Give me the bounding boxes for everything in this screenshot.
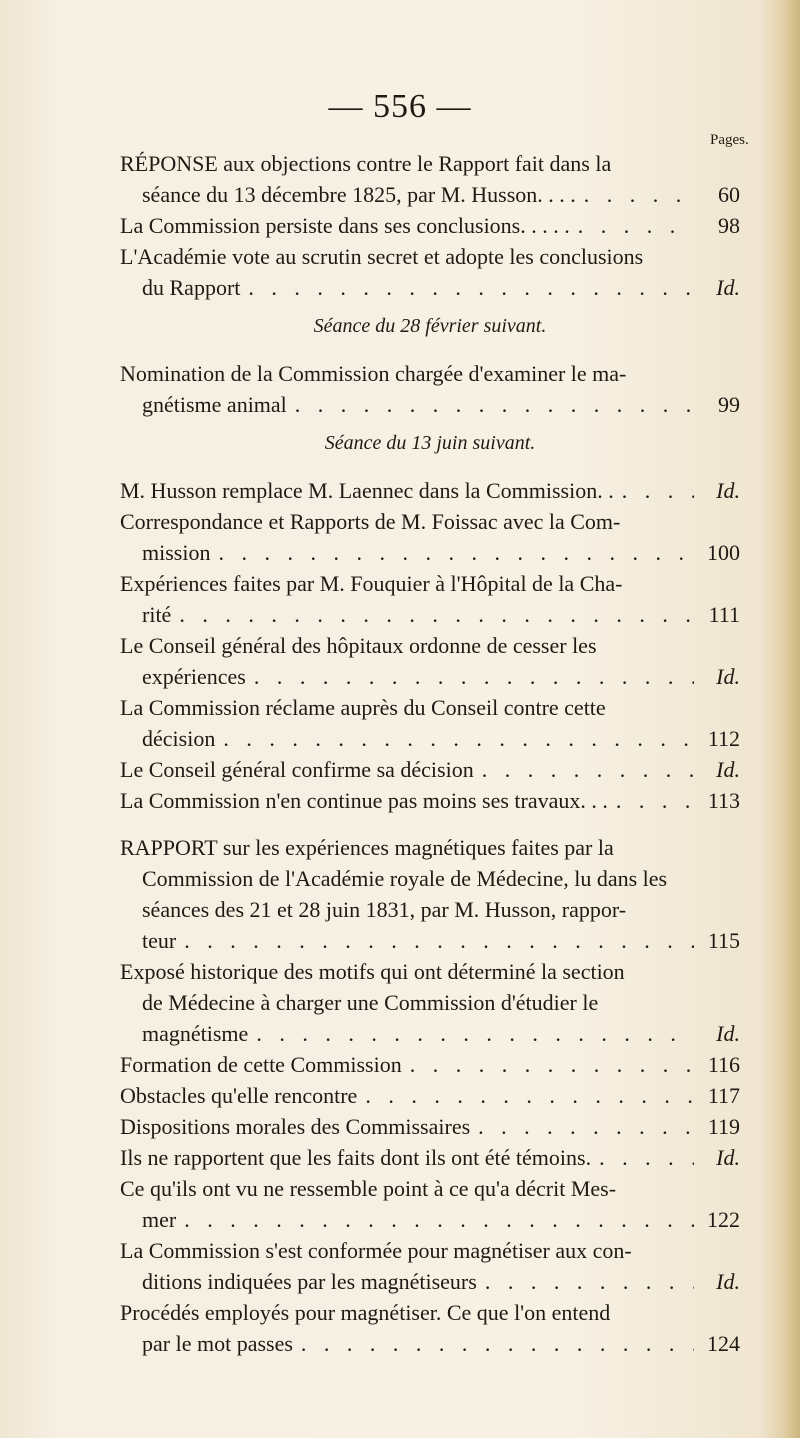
toc-entry: [120, 1235, 740, 1297]
toc-entry-page: 116: [707, 1052, 740, 1077]
leader-dots: [248, 272, 694, 303]
leader-dots: [184, 1204, 694, 1235]
toc-entry: [120, 1173, 740, 1235]
toc-block-4: [120, 832, 740, 1359]
toc-block-1: [120, 148, 740, 303]
leader-dots: [301, 1328, 694, 1359]
leader-dots: [478, 1111, 694, 1142]
leader-dots: [578, 210, 694, 241]
toc-entry-page: 115: [707, 928, 740, 953]
toc-entry-line: Commission de l'Académie royale de Médecine, lu dans les: [142, 866, 668, 891]
toc-entry-text: La Commission persiste dans ses conclusions. . . . .: [120, 213, 570, 238]
toc-entry: [120, 1297, 740, 1359]
toc-entry: [120, 148, 740, 210]
toc-entry-page: 117: [707, 1083, 740, 1108]
pages-column-label: Pages.: [710, 132, 749, 148]
toc-entry-text: séance du 13 décembre 1825, par M. Husson. . . .: [142, 182, 576, 207]
toc-entry: [120, 1111, 740, 1142]
toc-entry-text: gnétisme animal: [142, 392, 287, 417]
toc-entry-page: 113: [707, 788, 740, 813]
toc-entry: [120, 358, 740, 420]
toc-entry-page: Id.: [716, 1021, 740, 1046]
toc-entry-text: mer: [142, 1207, 177, 1232]
leader-dots: [295, 389, 694, 420]
toc-entry-line: Ce qu'ils ont vu ne ressemble point à ce qu'a décrit Mes-: [120, 1176, 617, 1201]
leader-dots: [184, 925, 694, 956]
toc-entry-page: 60: [718, 182, 740, 207]
toc-entry-last-line: [120, 599, 740, 630]
toc-entry-text: par le mot passes: [142, 1331, 293, 1356]
toc-entry-line: Correspondance et Rapports de M. Foissac avec la Com-: [120, 509, 621, 534]
toc-entry: [120, 785, 740, 816]
toc-block-3: [120, 475, 740, 816]
toc-entry-text: décision: [142, 726, 216, 751]
toc-entry-line: de Médecine à charger une Commission d'étudier le: [142, 990, 599, 1015]
leader-dots: [622, 475, 694, 506]
toc-entry: [120, 475, 740, 506]
toc-entry-page: 111: [708, 602, 740, 627]
toc-entry-page: 99: [718, 392, 740, 417]
toc-entry: [120, 956, 740, 1049]
toc-entry-last-line: [120, 785, 740, 816]
toc-entry-last-line: [120, 179, 740, 210]
leader-dots: [256, 1018, 694, 1049]
toc-entry-line: RÉPONSE aux objections contre le Rapport fait dans la: [120, 151, 612, 176]
toc-entry-text: expériences: [142, 664, 246, 689]
toc-entry: [120, 241, 740, 303]
toc-entry-last-line: [120, 1328, 740, 1359]
toc-entry: [120, 630, 740, 692]
toc-entry-last-line: [120, 661, 740, 692]
section-heading-june: Séance du 13 juin suivant.: [324, 432, 536, 454]
toc-entry-line: séances des 21 et 28 juin 1831, par M. Husson, rappor-: [142, 897, 627, 922]
toc-entry: [120, 1142, 740, 1173]
toc-entry-last-line: [120, 537, 740, 568]
toc-entry-line: RAPPORT sur les expériences magnétiques faites par la: [120, 835, 614, 860]
toc-entry: [120, 506, 740, 568]
leader-dots: [599, 1142, 694, 1173]
toc-entry-text: Obstacles qu'elle rencontre: [120, 1083, 358, 1108]
table-of-contents: [120, 148, 740, 1359]
toc-entry-page: Id.: [716, 275, 740, 300]
leader-dots: [365, 1080, 694, 1111]
toc-block-2: [120, 358, 740, 420]
section-heading-february: Séance du 28 février suivant.: [313, 315, 547, 337]
toc-entry-text: Formation de cette Commission: [120, 1052, 402, 1077]
leader-dots: [410, 1049, 694, 1080]
toc-entry-last-line: [120, 210, 740, 241]
toc-entry-page: Id.: [716, 757, 740, 782]
toc-entry-text: Ils ne rapportent que les faits dont ils ont été témoins.: [120, 1145, 592, 1170]
leader-dots: [482, 754, 694, 785]
block-gap: [120, 816, 740, 832]
toc-entry-page: 119: [707, 1114, 740, 1139]
toc-entry-text: Dispositions morales des Commissaires: [120, 1114, 471, 1139]
toc-entry-line: La Commission s'est conformée pour magnétiser aux con-: [120, 1238, 632, 1263]
toc-entry-last-line: [120, 1142, 740, 1173]
toc-entry-last-line: [120, 1111, 740, 1142]
leader-dots: [254, 661, 694, 692]
toc-entry-last-line: [120, 1266, 740, 1297]
toc-entry-last-line: [120, 475, 740, 506]
toc-entry-page: 122: [707, 1207, 740, 1232]
toc-entry-text: La Commission n'en continue pas moins ses travaux. . .: [120, 788, 608, 813]
toc-entry-last-line: [120, 925, 740, 956]
toc-entry: [120, 1049, 740, 1080]
toc-entry-page: 100: [707, 540, 740, 565]
toc-entry-text: magnétisme: [142, 1021, 249, 1046]
toc-entry-last-line: [120, 1018, 740, 1049]
page-edge-stain: [760, 0, 800, 1438]
leader-dots: [218, 537, 694, 568]
leader-dots: [179, 599, 694, 630]
toc-entry-line: La Commission réclame auprès du Conseil contre cette: [120, 695, 606, 720]
toc-entry-text: M. Husson remplace M. Laennec dans la Commission. .: [120, 478, 614, 503]
page-number: — 556 —: [328, 88, 472, 125]
toc-entry-page: Id.: [716, 1269, 740, 1294]
toc-entry: [120, 210, 740, 241]
toc-entry-page: 98: [718, 213, 740, 238]
toc-entry-line: Exposé historique des motifs qui ont déterminé la section: [120, 959, 625, 984]
toc-entry: [120, 1080, 740, 1111]
toc-entry-last-line: [120, 272, 740, 303]
toc-entry-last-line: [120, 723, 740, 754]
leader-dots: [223, 723, 694, 754]
toc-entry-last-line: [120, 1204, 740, 1235]
toc-entry-text: ditions indiquées par les magnétiseurs: [142, 1269, 477, 1294]
toc-entry-text: Le Conseil général confirme sa décision: [120, 757, 474, 782]
toc-entry-last-line: [120, 389, 740, 420]
toc-entry-text: mission: [142, 540, 211, 565]
toc-entry-page: Id.: [716, 478, 740, 503]
toc-entry-page: Id.: [716, 1145, 740, 1170]
toc-entry-page: 124: [707, 1331, 740, 1356]
toc-entry-line: L'Académie vote au scrutin secret et adopte les conclusions: [120, 244, 644, 269]
leader-dots: [616, 785, 694, 816]
toc-entry-line: Le Conseil général des hôpitaux ordonne de cesser les: [120, 633, 597, 658]
toc-entry-last-line: [120, 1080, 740, 1111]
leader-dots: [584, 179, 694, 210]
toc-entry-line: Expériences faites par M. Fouquier à l'Hôpital de la Cha-: [120, 571, 623, 596]
toc-entry: [120, 754, 740, 785]
toc-entry-text: teur: [142, 928, 177, 953]
leader-dots: [485, 1266, 694, 1297]
toc-entry-last-line: [120, 1049, 740, 1080]
toc-entry-page: 112: [707, 726, 740, 751]
toc-entry-line: Procédés employés pour magnétiser. Ce que l'on entend: [120, 1300, 611, 1325]
toc-entry: [120, 832, 740, 956]
toc-entry-line: Nomination de la Commission chargée d'examiner le ma-: [120, 361, 627, 386]
toc-entry: [120, 568, 740, 630]
toc-entry-page: Id.: [716, 664, 740, 689]
toc-entry-text: du Rapport: [142, 275, 241, 300]
toc-entry-text: rité: [142, 602, 172, 627]
toc-entry: [120, 692, 740, 754]
toc-entry-last-line: [120, 754, 740, 785]
